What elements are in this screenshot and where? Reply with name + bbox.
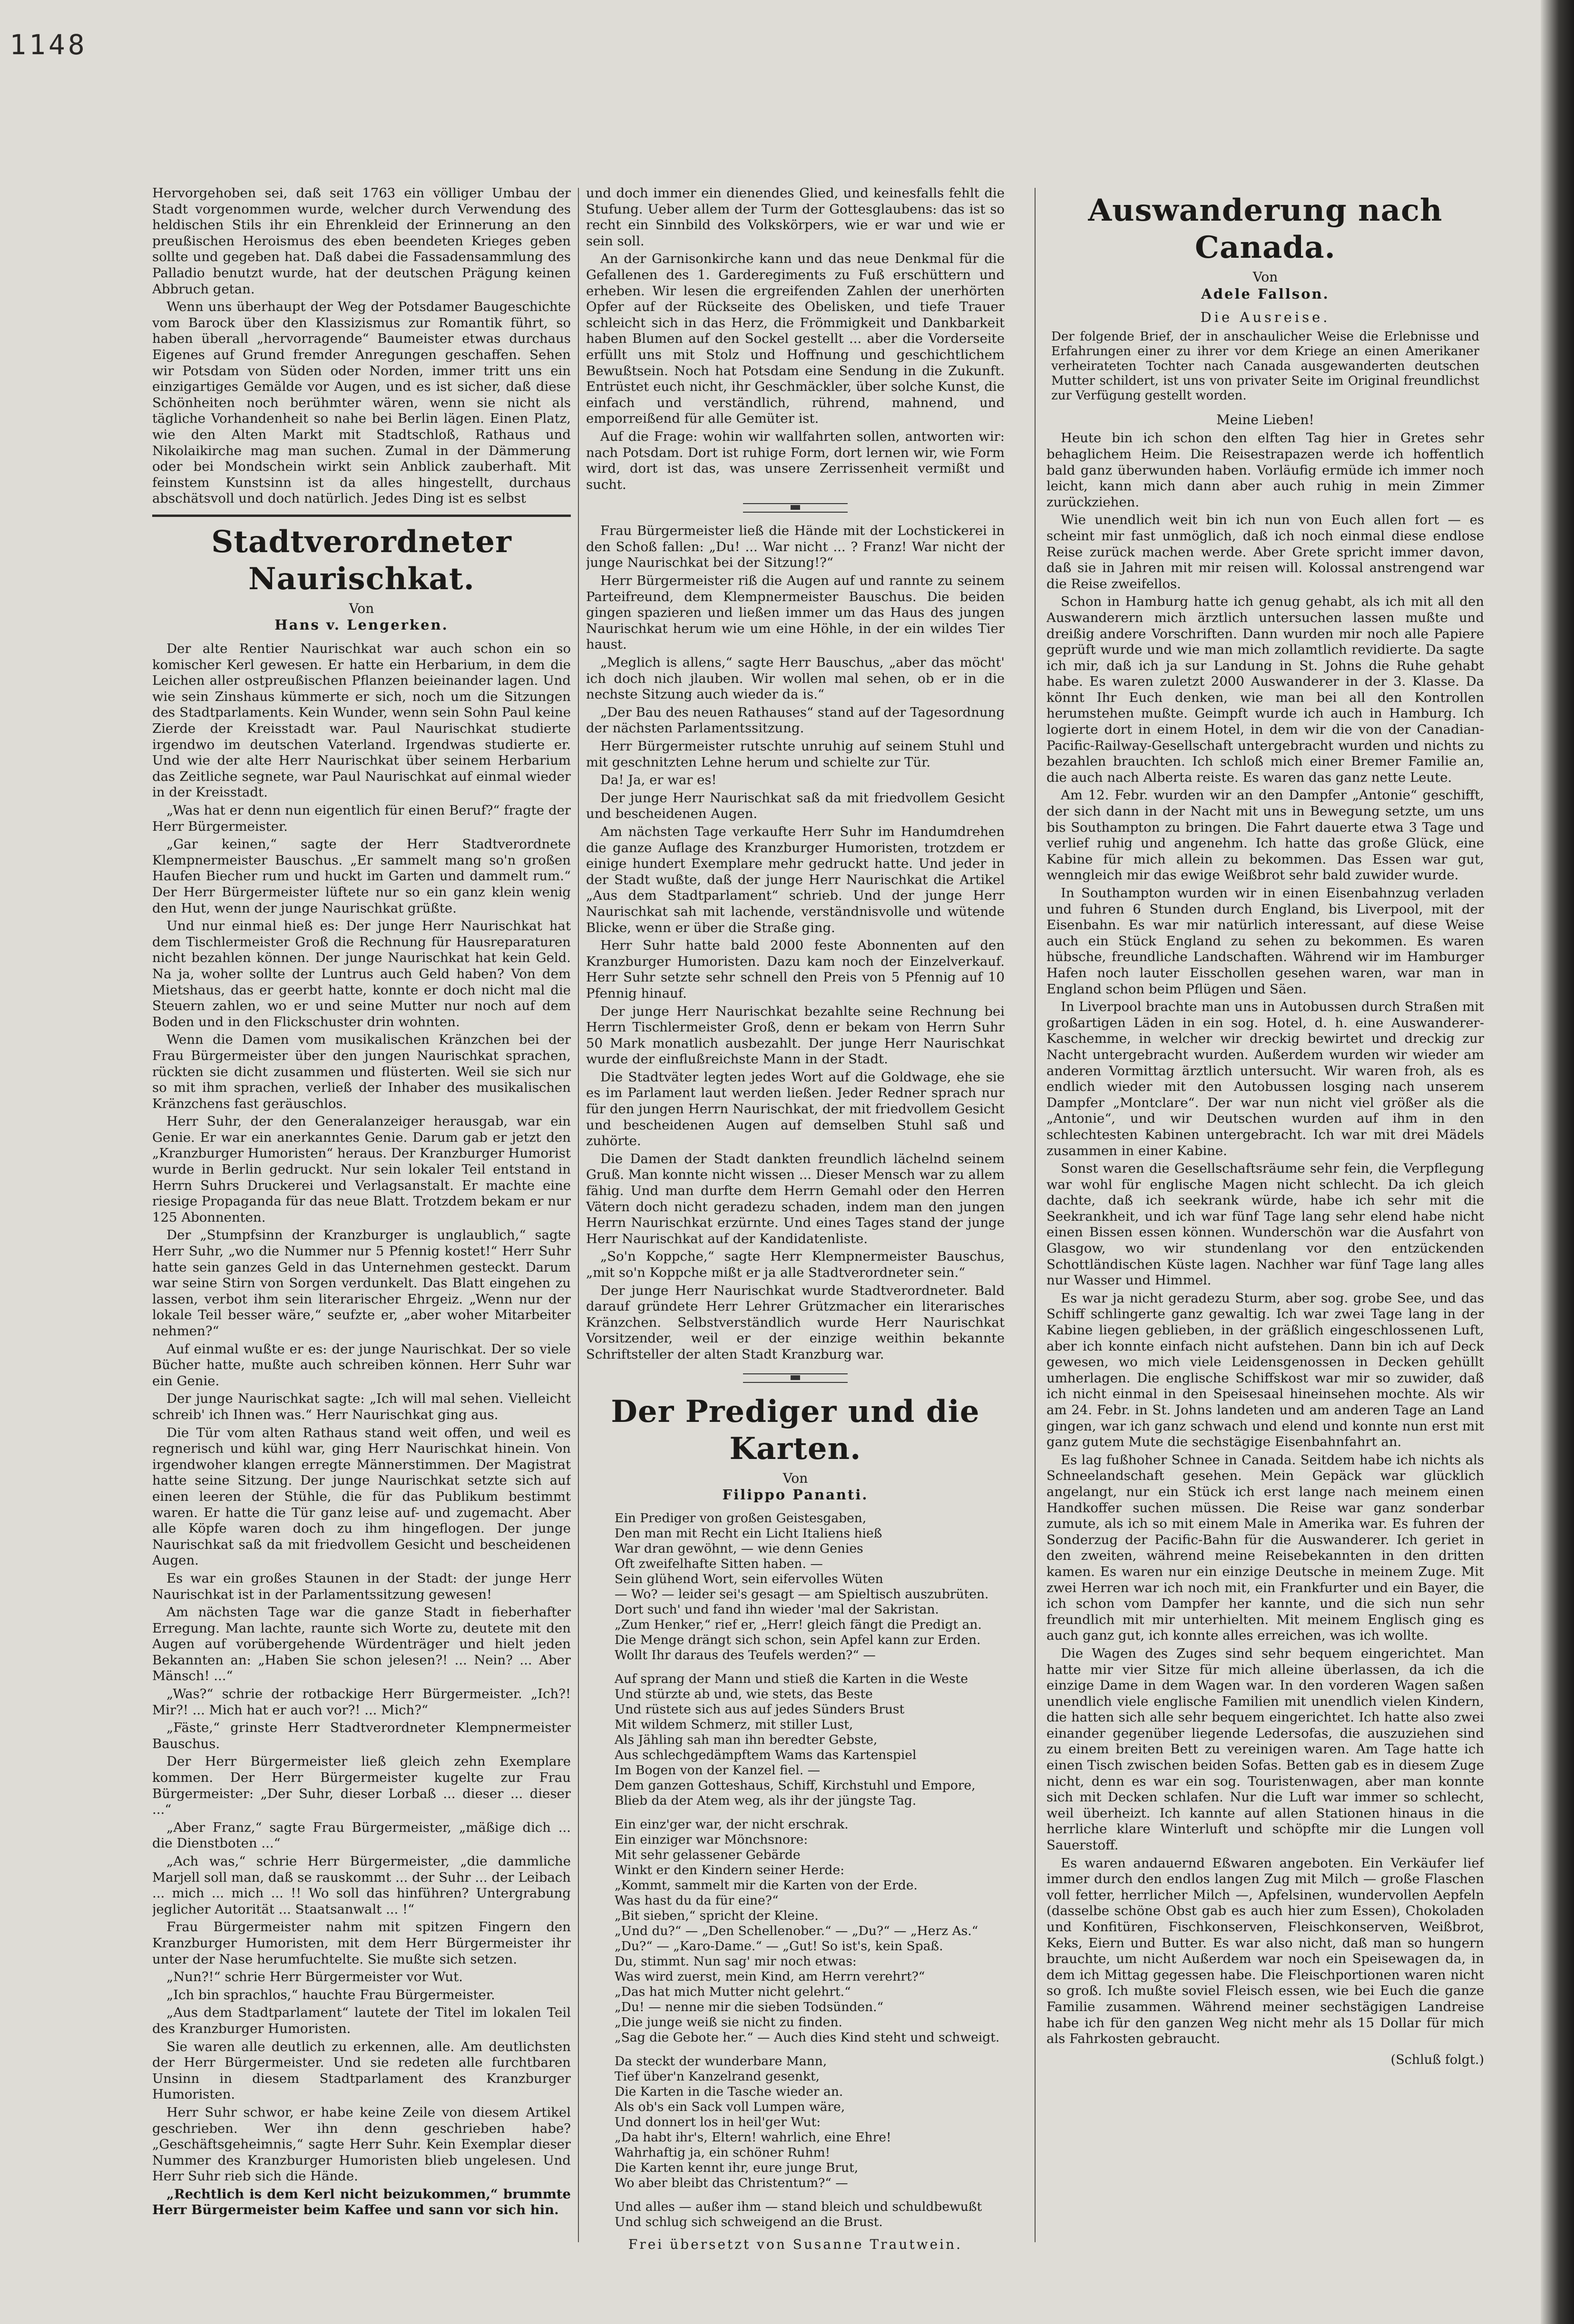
section-divider <box>152 515 571 517</box>
paragraph: Am nächsten Tage war die ganze Stadt in fieberhafter Erregung. Man lachte, raunte sich Worte zu, deutete mit den Augen auf vorübergehende Würdenträger und hielt jeden Bekannten an: „Haben Sie schon jelesen?! ... Nein? ... Aber Mänsch! ...“ <box>152 1604 571 1684</box>
paragraph: „Ach was,“ schrie Herr Bürgermeister, „die dammliche Marjell soll man, daß se rauskommt ... der Suhr ... der Leibach ... mich ... mich ... !! Wo soll das hinführen? Untergrabung jeglicher Autorität ... Staatsanwalt ... !“ <box>152 1854 571 1917</box>
verse-line: „Zum Henker,“ rief er, „Herr! gleich fängt die Predigt an. <box>615 1617 982 1632</box>
column-left <box>152 185 571 2254</box>
paragraph: Herr Suhr schwor, er habe keine Zeile von diesem Artikel geschrieben. Wer ihn denn geschrieben habe? „Geschäftsgeheimnis,“ sagte Herr Suhr. Kein Exemplar dieser Nummer des Kranzburger Humoristen blieb ungelesen. Und Herr Suhr rieb sich die Hände. <box>152 2104 571 2184</box>
paragraph: Wie unendlich weit bin ich nun von Euch allen fort — es scheint mir fast unmöglich, daß ich noch einmal diese endlose Reise zurück machen werde. Aber Grete spricht immer davon, daß sie in Jahren mit mir reisen will. Kolossal anstrengend war die Reise zweifellos. <box>1046 512 1484 592</box>
paragraph: „Was?“ schrie der rotbackige Herr Bürgermeister. „Ich?! Mir?! ... Mich hat er auch vor?! ... Mich?“ <box>152 1686 571 1718</box>
verse-line: — Wo? — leider sei's gesagt — am Spieltisch auszubrüten. <box>615 1586 989 1602</box>
verse-line: Auf sprang der Mann und stieß die Karten in die Weste <box>615 1671 968 1686</box>
translator-credit: Frei übersetzt von Susanne Trautwein. <box>628 2236 963 2252</box>
paragraph: In Liverpool brachte man uns in Autobussen durch Straßen mit großartigen Läden in ein sog. Hotel, d. h. eine Auswanderer-Kaschemme, in welcher wir dreckig bewirtet und dreckig zur Nacht untergebracht wurden. Außerdem wurden wir wieder am anderen Vormittag ärztlich untersucht. Wir waren froh, als es endlich wieder mit den Autobussen losging nach unserem Dampfer „Montclare“. Der war nun nicht viel größer als die „Antonie“, und wir Deutschen wurden auf ihm in den schlechtesten Kabinen untergebracht. Ich war mit drei Mädels zusammen in einer Kabine. <box>1046 999 1484 1158</box>
verse-line: Im Bogen von der Kanzel fiel. — <box>615 1762 821 1778</box>
verse-stanza <box>586 2199 1005 2230</box>
verse-stanza <box>586 1672 1005 1809</box>
paragraph: Der Herr Bürgermeister ließ gleich zehn Exemplare kommen. Der Herr Bürgermeister kugelte zur Frau Bürgermeister: „Der Suhr, dieser Lorbaß ... dieser ... dieser ...“ <box>152 1754 571 1818</box>
verse-line: Und stürzte ab und, wie stets, das Beste <box>615 1686 873 1702</box>
paragraph: Der junge Naurischkat sagte: „Ich will mal sehen. Vielleicht schreib' ich Ihnen was.“ Herr Naurischkat ging aus. <box>152 1391 571 1422</box>
verse-line: Sein glühend Wort, sein eifervolles Wüten <box>615 1571 883 1586</box>
article-headline: Stadtverordneter Naurischkat. <box>211 524 512 597</box>
verse-line: Ein einziger war Mönchsnore: <box>615 1832 808 1847</box>
verse-line: Und donnert los in heil'ger Wut: <box>615 2114 821 2130</box>
paragraph: Der junge Herr Naurischkat wurde Stadtverordneter. Bald darauf gründete Herr Lehrer Grützmacher ein literarisches Kränzchen. Selbstverständlich wurde Herr Naurischkat Vorsitzender, weil er der einzige weithin bekannte Schriftsteller der alten Stadt Kranzburg war. <box>586 1283 1005 1362</box>
paragraph: Der alte Rentier Naurischkat war auch schon ein so komischer Kerl gewesen. Er hatte ein Herbarium, in dem die Leichen aller ostpreußischen Pflanzen beieinander lagen. Und wie sein Zinshaus kümmerte er sich, noch um die Sitzungen des Stadtparlaments. Kein Wunder, wenn sein Sohn Paul keine Zierde der Kreisstadt war. Paul Naurischkat studierte irgendwo im deutschen Vaterland. Irgendwas studierte er. Und wie der alte Herr Naurischkat über seinem Herbarium das Zeitliche segnete, war Paul Naurischkat auf einmal wieder in der Kreisstadt. <box>152 641 571 800</box>
verse-line: „Die junge weiß sie nicht zu finden. <box>615 2014 842 2030</box>
paragraph: Der junge Herr Naurischkat saß da mit friedvollem Gesicht und bescheidenen Augen. <box>586 790 1005 822</box>
page-binding-edge <box>1541 0 1574 2324</box>
paragraph: Sie waren alle deutlich zu erkennen, alle. Am deutlichsten der Herr Bürgermeister. Und sie redeten alle furchtbaren Unsinn in diesem Stadtparlament des Kranzburger Humoristen. <box>152 2039 571 2102</box>
paragraph: Herr Suhr, der den Generalanzeiger herausgab, war ein Genie. Er war ein anerkanntes Genie. Darum gab er jetzt den „Kranzburger Humoristen“ heraus. Der Kranzburger Humorist wurde in Berlin gedruckt. Nur sein lokaler Teil entstand in Herrn Suhrs Druckerei und Verlagsanstalt. Er machte eine riesige Propaganda für das neue Blatt. Trotzdem bekam er nur 125 Abonnenten. <box>152 1114 571 1225</box>
verse-line: Als ob's ein Sack voll Lumpen wäre, <box>615 2099 845 2114</box>
continuation-note: (Schluß folgt.) <box>1390 2052 1484 2067</box>
verse-line: Oft zweifelhafte Sitten haben. — <box>615 1556 823 1571</box>
paragraph: Es lag fußhoher Schnee in Canada. Seitdem habe ich nichts als Schneelandschaft gesehen. Mein Gepäck war glücklich angelangt, nur ein Stück ich erst lange nach meinem einen Handkoffer suchen müssen. Die Reise war ganz sonderbar zumute, als ich so mit einem Male in Amerika war. Es fuhren der Sonderzug der Pacific-Bahn für die Auswanderer. Ich geriet in den zweiten, während meine Reisebekannten in den dritten kamen. Es waren nur ein einzige Deutsche in meinem Zuge. Mit zwei Herren war ich noch mit, ein Frankfurter und ein Bayer, die ich schon vom Dampfer her kannte, und die sich nun sehr freundlich mit mir unterhielten. Mit meinem Englisch ging es auch ganz gut, ich konnte alles erreichen, was ich wollte. <box>1046 1452 1484 1643</box>
verse-line: „Kommt, sammelt mir die Karten von der Erde. <box>615 1877 918 1893</box>
paragraph: „Nun?!“ schrie Herr Bürgermeister vor Wut. <box>166 1969 463 1985</box>
byline-von: Von <box>349 600 374 616</box>
paragraph: Und nur einmal hieß es: Der junge Herr Naurischkat hat dem Tischlermeister Groß die Rechnung für Hausreparaturen nicht bezahlen können. Der junge Naurischkat hat kein Geld. Na ja, woher sollte der Luntrus auch Geld haben? Von dem Mietshaus, das er geerbt hatte, konnte er doch nicht mal die Steuern zahlen, wo er und seine Mutter nur noch auf dem Boden und in den Flickschuster drin wohnten. <box>152 918 571 1030</box>
verse-line: „Du! — nenne mir die sieben Todsünden.“ <box>615 1999 884 2014</box>
paragraph: Der junge Herr Naurischkat bezahlte seine Rechnung bei Herrn Tischlermeister Groß, denn er bekam von Herrn Suhr 50 Mark monatlich ausbezahlt. Der junge Herr Naurischkat wurde der einflußreichste Mann in der Stadt. <box>586 1003 1005 1067</box>
verse-line: Ein Prediger von großen Geistesgaben, <box>615 1510 867 1526</box>
verse-stanza <box>586 1817 1005 2045</box>
paragraph: Die Stadtväter legten jedes Wort auf die Goldwage, ehe sie es im Parlament laut werden ließen. Jeder Redner sprach nur für den jungen Herrn Naurischkat, der mit friedvollem Gesicht und bescheidenen Augen auf demselben Stuhl saß und zuhörte. <box>586 1069 1005 1149</box>
article-intro: Der folgende Brief, der in anschaulicher Weise die Erlebnisse und Erfahrungen einer zu ihrer vor dem Kriege an einen Amerikaner verheirateten Tochter nach Canada ausgewanderten deutschen Mutter schildert, ist uns von privater Seite im Original freundlichst zur Verfügung gestellt worden. <box>1051 329 1479 403</box>
verse-line: „Das hat mich Mutter nicht gelehrt.“ <box>615 1984 851 1999</box>
paragraph: „Gar keinen,“ sagte der Herr Stadtverordnete Klempnermeister Bauschus. „Er sammelt mang so'n großen Haufen Biecher rum und huckt im Garten und dammelt rum.“ Der Herr Bürgermeister lüftete nur so ein ganz klein wenig den Hut, wenn der junge Naurischkat grüßte. <box>152 836 571 916</box>
paragraph: In Southampton wurden wir in einen Eisenbahnzug verladen und fuhren 6 Stunden durch England, bis Liverpool, mit der Eisenbahn. Es war mir natürlich interessant, auf diese Weise auch ein Stück England zu sehen zu bekommen. Es waren hübsche, freundliche Landschaften. Während wir im Hamburger Hafen noch lauter Eisschollen gesehen waren, war man in England schon beim Pflügen und Säen. <box>1046 885 1484 997</box>
verse-line: Und rüstete sich aus auf jedes Sünders Brust <box>615 1702 905 1717</box>
verse-line: „Du?“ — „Karo-Dame.“ — „Gut! So ist's, kein Spaß. <box>615 1938 943 1954</box>
column-middle <box>586 185 1005 2254</box>
ornament-separator <box>743 1373 848 1383</box>
paragraph: Frau Bürgermeister nahm mit spitzen Fingern den Kranzburger Humoristen, mit dem Herr Bürgermeister ihr unter der Nase herumfuchtelte. Sie mußte sich setzen. <box>152 1919 571 1967</box>
verse-line: Ein einz'ger war, der nicht erschrak. <box>615 1817 849 1832</box>
verse-line: Du, stimmt. Nun sag' mir noch etwas: <box>615 1954 857 1969</box>
article-author: Adele Fallson. <box>1201 285 1330 302</box>
paragraph: „Aber Franz,“ sagte Frau Bürgermeister, „mäßige dich ... die Dienstboten ...“ <box>152 1819 571 1851</box>
verse-line: Wollt Ihr daraus des Teufels werden?“ — <box>615 1647 876 1663</box>
paragraph: Auf die Frage: wohin wir wallfahrten sollen, antworten wir: nach Potsdam. Dort ist ruhige Form, dort lernen wir, wie Form wird, dort ist das, was unsere Zerrissenheit vermißt und sucht. <box>586 428 1005 492</box>
paragraph: und doch immer ein dienendes Glied, und keinesfalls fehlt die Stufung. Ueber allem der Turm der Gottesglaubens: das ist so recht ein Sinnbild des Volkskörpers, wie er war und wie er sein soll. <box>586 185 1005 249</box>
paragraph: „Ich bin sprachlos,“ hauchte Frau Bürgermeister. <box>166 1987 495 2003</box>
article-headline: Auswanderung nach Canada. <box>1088 193 1443 265</box>
article-headline: Der Prediger und die Karten. <box>611 1393 980 1467</box>
paragraph: Frau Bürgermeister ließ die Hände mit der Lochstickerei in den Schoß fallen: „Du! ... War nicht ... ? Franz! War nicht der junge Naurischkat bei der Sitzung!?“ <box>586 523 1005 571</box>
paragraph: Wenn uns überhaupt der Weg der Potsdamer Baugeschichte vom Barock über den Klassizismus zur Romantik führt, so haben überall „hervorragende“ Baumeister etwas durchaus Eigenes auf Grund fremder Anregungen geschaffen. Sehen wir Potsdam von Süden oder Norden, immer tritt uns ein einzigartiges Gemälde vor Augen, und es ist sicher, daß diese Schönheiten noch berühmter wären, wenn sie nicht als tägliche Vorhandenheit so nahe bei Berlin lägen. Einen Platz, wie den Alten Markt mit Stadtschloß, Rathaus und Nikolaikirche mag man suchen. Zumal in der Dämmerung oder bei Mondschein wirkt sein Anblick zauberhaft. Mit feinstem Kunstsinn ist da alles hingestellt, durchaus abschätsvoll und doch natürlich. Jedes Ding ist es selbst <box>152 299 571 506</box>
verse-line: „Da habt ihr's, Eltern! wahrlich, eine Ehre! <box>615 2130 891 2145</box>
page-number: 1148 <box>10 29 88 61</box>
verse-line: Wo aber bleibt das Christentum?“ — <box>615 2175 848 2190</box>
verse-line: Winkt er den Kindern seiner Herde: <box>615 1862 845 1877</box>
verse-line: „Bit sieben,“ spricht der Kleine. <box>615 1908 819 1923</box>
verse-line: Was hast du da für eine?“ <box>615 1893 779 1908</box>
verse-line: Die Menge drängt sich schon, sein Apfel kann zur Erden. <box>615 1632 981 1647</box>
verse-line: Blieb da der Atem weg, als ihr der jüngste Tag. <box>615 1793 917 1808</box>
paragraph: „So'n Koppche,“ sagte Herr Klempnermeister Bauschus, „mit so'n Koppche mißt er ja alle Stadtverordneter sein.“ <box>586 1249 1005 1280</box>
paragraph: Es waren andauernd Eßwaren angeboten. Ein Verkäufer lief immer durch den endlos langen Zug mit Milch — große Flaschen voll fetter, herrlicher Milch —, Apfelsinen, wundervollen Aepfeln (dasselbe schöne Obst gab es auch hier zum Essen), Chokoladen und Konfitüren, Fischkonserven, Fleischkonserven, Weißbrot, Keks, Eiern und Butter. Es war also nicht, daß man so hungern brauchte, um nicht Außerdem war noch ein Speisewagen da, in dem ich Mittag gegessen habe. Die Fleischportionen waren nicht so groß. Ich mußte soviel Fleisch essen, wie bei Euch die ganze Familie zusammen. Während meiner sechstägigen Landreise habe ich für den ganzen Weg nicht mehr als 15 Dollar für mich als Fahrkosten gebraucht. <box>1046 1855 1484 2047</box>
paragraph: Sonst waren die Gesellschaftsräume sehr fein, die Verpflegung war wohl für englische Magen nicht schlecht. Da ich gleich dachte, daß ich seekrank würde, habe ich sehr mit die Seekrankheit, und ich war fünf Tage lang sehr elend habe nicht einen Bissen essen können. Wunderschön war die Ausfahrt von Glasgow, wo wir stundenlang vor den entzückenden Schottländischen Küste lagen. Nachher war fünf Tage lang alles nur Wasser und Himmel. <box>1046 1161 1484 1288</box>
byline-von: Von <box>782 1470 808 1486</box>
paragraph: Hervorgehoben sei, daß seit 1763 ein völliger Umbau der Stadt vorgenommen wurde, welcher durch Verwendung des heldischen Stils ihr ein Ehrenkleid der Erinnerung an den preußischen Heroismus des eben beendeten Krieges geben sollte und gegeben hat. Daß dabei die Fassadensammlung des Palladio benutzt wurde, hat der deutschen Prägung keinen Abbruch getan. <box>152 185 571 297</box>
verse-line: Aus schlechgedämpftem Wams das Kartenspiel <box>615 1747 917 1762</box>
verse-line: Den man mit Recht ein Licht Italiens hieß <box>615 1526 882 1541</box>
column-rule <box>1035 188 1036 2242</box>
column-right <box>1046 185 1484 2254</box>
verse-line: Die Karten kennt ihr, eure junge Brut, <box>615 2160 859 2175</box>
paragraph: „Was hat er denn nun eigentlich für einen Beruf?“ fragte der Herr Bürgermeister. <box>152 803 571 834</box>
paragraph: Da! Ja, er war es! <box>600 772 717 788</box>
paragraph: Herr Suhr hatte bald 2000 feste Abonnenten auf den Kranzburger Humoristen. Dazu kam noch der Einzelverkauf. Herr Suhr setzte sehr schnell den Preis von 5 Pfennig auf 10 Pfennig hinauf. <box>586 938 1005 1001</box>
verse-line: Dem ganzen Gotteshaus, Schiff, Kirchstuhl und Empore, <box>615 1778 976 1793</box>
verse-line: Da steckt der wunderbare Mann, <box>615 2053 827 2069</box>
paragraph: Es war ein großes Staunen in der Stadt: der junge Herr Naurischkat ist in der Parlamentssitzung gewesen! <box>152 1570 571 1602</box>
paragraph: Der „Stumpfsinn der Kranzburger is unglaublich,“ sagte Herr Suhr, „wo die Nummer nur 5 Pfennig kostet!“ Herr Suhr hatte sein ganzes Geld in das Unternehmen gesteckt. Darum war seine Stirn von Sorgen verdunkelt. Das Blatt eingehen zu lassen, verbot ihm sein literarischer Ehrgeiz. „Wenn nur der lokale Teil besser wäre,“ seufzte er, „aber woher Mitarbeiter nehmen?“ <box>152 1227 571 1339</box>
verse-line: Die Karten in die Tasche wieder an. <box>615 2084 843 2099</box>
article-author: Hans v. Lengerken. <box>274 617 449 633</box>
verse-line: Und alles — außer ihm — stand bleich und schuldbewußt <box>615 2199 982 2214</box>
verse-line: „Und du?“ — „Den Schellenober.“ — „Du?“ — „Herz As.“ <box>615 1923 978 1938</box>
paragraph: Herr Bürgermeister riß die Augen auf und rannte zu seinem Parteifreund, dem Klempnermeister Bauschus. Die beiden gingen spazieren und ließen immer um das Haus des jungen Naurischkat herum wie um eine Höhle, in der ein wildes Tier haust. <box>586 573 1005 652</box>
verse-line: Und schlug sich schweigend an die Brust. <box>615 2214 883 2229</box>
verse-line: „Sag die Gebote her.“ — Auch dies Kind steht und schweigt. <box>615 2030 1000 2045</box>
verse-line: Tief über'n Kanzelrand gesenkt, <box>615 2069 820 2084</box>
paragraph: Am nächsten Tage verkaufte Herr Suhr im Handumdrehen die ganze Auflage des Kranzburger Humoristen, trotzdem er einige hundert Exemplare mehr gedruckt hatte. Und jeder in der Stadt wußte, daß der junge Herr Naurischkat die Artikel „Aus dem Stadtparlament“ schrieb. Und der junge Herr Naurischkat sah mit lachende, verständnisvolle und wütende Blicke, wenn er über die Straße ging. <box>586 824 1005 935</box>
letter-salutation: Meine Lieben! <box>1216 411 1314 428</box>
paragraph: Heute bin ich schon den elften Tag hier in Gretes sehr behaglichem Heim. Die Reisestrapazen werde ich hoffentlich bald ganz überwunden haben. Vorläufig ermüde ich immer noch leicht, kann mich dann aber auch ruhig in mein Zimmer zurückziehen. <box>1046 430 1484 510</box>
paragraph: Die Tür vom alten Rathaus stand weit offen, und weil es regnerisch und kühl war, ging Herr Naurischkat hinein. Von irgendwoher klangen erregte Männerstimmen. Der Magistrat hatte seine Sitzung. Der junge Naurischkat setzte sich auf einen leeren der Stühle, die für das Publikum bestimmt waren. Er hatte die Tür ganz leise auf- und zugemacht. Aber alle Köpfe waren doch zu ihm hingeflogen. Der junge Naurischkat saß da mit friedvollem Gesicht und bescheidenen Augen. <box>152 1425 571 1568</box>
verse-stanza <box>586 1511 1005 1663</box>
paragraph: Herr Bürgermeister rutschte unruhig auf seinem Stuhl und mit geschnitzten Lehne herum und schielte zur Tür. <box>586 739 1005 770</box>
paragraph: „Rechtlich is dem Kerl nicht beizukommen,“ brummte Herr Bürgermeister beim Kaffee und sann vor sich hin. <box>152 2186 571 2218</box>
paragraph: Schon in Hamburg hatte ich genug gehabt, als ich mit all den Auswanderern mich ärztlich untersuchen lassen mußte und dreißig andere Vorschriften. Dann wurden mir noch alle Papiere geprüft wurde und wie man mich zollamtlich revidierte. Da sagte ich mir, daß ich ja sur Landung in St. Johns die Ruhe gehabt habe. Es waren zuletzt 2000 Auswanderer in der 3. Klasse. Da könnt Ihr Euch denken, wie man bei all den Kontrollen herumstehen mußte. Geimpft wurde ich auch in Hamburg. Ich logierte dort in einem Hotel, in dem wir die von der Canadian-Pacific-Railway-Gesellschaft untergebracht wurden und nichts zu bezahlen brauchten. Ich schloß mich einer Bremer Familie an, die auch nach Alberta reiste. Es waren das ganz nette Leute. <box>1046 594 1484 785</box>
paragraph: Wenn die Damen vom musikalischen Kränzchen bei der Frau Bürgermeister über den jungen Naurischkat sprachen, rückten sie dicht zusammen und flüsterten. Weil sie sich nur so mit ihm sprachen, verließ der Inhaber des musikalischen Kränzchens fast geräuschlos. <box>152 1032 571 1111</box>
paragraph: „Der Bau des neuen Rathauses“ stand auf der Tagesordnung der nächsten Parlamentssitzung. <box>586 704 1005 736</box>
paragraph: Auf einmal wußte er es: der junge Naurischkat. Der so viele Bücher hatte, mußte auch schreiben können. Herr Suhr war ein Genie. <box>152 1341 571 1389</box>
verse-line: Dort such' und fand ihn wieder 'mal der Sakristan. <box>615 1602 939 1617</box>
paragraph: „Aus dem Stadtparlament“ lautete der Titel im lokalen Teil des Kranzburger Humoristen. <box>152 2005 571 2036</box>
paragraph: Die Wagen des Zuges sind sehr bequem eingerichtet. Man hatte mir vier Sitze für mich alleine überlassen, da ich die einzige Dame in dem Wagen war. In den vorderen Wagen saßen unendlich viele englische Familien mit unendlich vielen Kindern, die hatten sich alle sehr bequem eingerichtet. Ich hatte also zwei einander gegenüber liegende Ledersofas, die auszuziehen sind zu einem breiten Bett zu vereinigen waren. Am Tage hatte ich einen Tisch zwischen beiden Sofas. Betten gab es in diesem Zuge nicht, denn es war ein sog. Touristenwagen, aber man konnte sich mit Decken schlafen. Nur die Luft war immer so schlecht, weil überheizt. Ich kannte auf allen Stationen hinaus in die herrliche klare Winterluft und schöpfte mir die Lungen voll Sauerstoff. <box>1046 1645 1484 1853</box>
paragraph: An der Garnisonkirche kann und das neue Denkmal für die Gefallenen des 1. Garderegiments zu Fuß erschüttern und erheben. Wir lesen die ergreifenden Zahlen der unerhörten Opfer auf der Rückseite des Obelisken, und tiefe Trauer schleicht sich in das Herz, die Frömmigkeit und Dankbarkeit haben Blumen auf den Sockel gestellt ... aber die Vorderseite erfüllt uns mit Stolz und Hoffnung und geschichtlichem Bewußtsein. Noch hat Potsdam eine Sendung in die Zukunft. Entrüstet euch nicht, ihr Geschmäckler, über solche Kunst, die einfach und verständlich, rührend, mahnend, und emporreißend für alle Gemüter ist. <box>586 251 1005 427</box>
verse-line: Mit sehr gelassener Gebärde <box>615 1847 801 1862</box>
verse-line: Mit wildem Schmerz, mit stiller Lust, <box>615 1717 853 1732</box>
verse-line: Als Jähling sah man ihn beredter Gebste, <box>615 1732 878 1747</box>
verse-line: War dran gewöhnt, — wie denn Genies <box>615 1541 863 1556</box>
verse-line: Was wird zuerst, mein Kind, am Herrn verehrt?“ <box>615 1969 925 1984</box>
paragraph: Es war ja nicht geradezu Sturm, aber sog. grobe See, und das Schiff schlingerte ganz gewaltig. Ich war zwei Tage lang in der Kabine liegen geblieben, in der gräßlich eingeschlossenen Luft, aber ich konnte einfach nicht aufstehen. Dann bin ich auf Deck gewesen, wo mich viele Leidensgenossen in Decken gehüllt umherlagen. Die englische Schiffskost war mir so zuwider, daß ich nicht einmal in den Speisesaal hineinsehen mochte. Als wir am 24. Febr. in St. Johns landeten und am anderen Tage an Land gingen, war ich ganz schwach und elend und konnte nun erst mit ganz gutem Mute die sechstägige Eisenbahnfahrt an. <box>1046 1290 1484 1450</box>
paragraph: „Meglich is allens,“ sagte Herr Bauschus, „aber das möcht' ich doch nich jlauben. Wir wollen mal sehen, ob er in die nechste Sitzung auch wieder da is.“ <box>586 655 1005 702</box>
byline-von: Von <box>1252 269 1278 285</box>
article-author: Filippo Pananti. <box>722 1487 869 1503</box>
column-rule <box>578 188 579 2242</box>
paragraph: Die Damen der Stadt dankten freundlich lächelnd seinem Gruß. Man konnte nicht wissen ... Dieser Mensch war zu allem fähig. Und man durfte dem Herrn Gemahl oder den Herren Vätern doch nicht geradezu schaden, indem man den jungen Herrn Naurischkat erzürnte. Und eines Tages stand der junge Herr Naurischkat auf der Kandidatenliste. <box>586 1151 1005 1246</box>
paragraph: Am 12. Febr. wurden wir an den Dampfer „Antonie“ geschifft, der sich dann in der Nacht mit uns in Bewegung setzte, um uns bis Southampton zu bringen. Die Fahrt dauerte etwa 3 Tage und verlief ruhig und angenehm. Ich hatte das große Glück, eine Kabine für mich allein zu bekommen. Das Essen war gut, wenngleich mir das ewige Weißbrot sehr bald zuwider wurde. <box>1046 788 1484 883</box>
paragraph: „Fäste,“ grinste Herr Stadtverordneter Klempnermeister Bauschus. <box>152 1720 571 1751</box>
verse-line: Wahrhaftig ja, ein schöner Ruhm! <box>615 2145 831 2160</box>
verse-stanza <box>586 2054 1005 2191</box>
article-subtitle: Die Ausreise. <box>1200 309 1330 326</box>
ornament-separator <box>743 503 848 513</box>
